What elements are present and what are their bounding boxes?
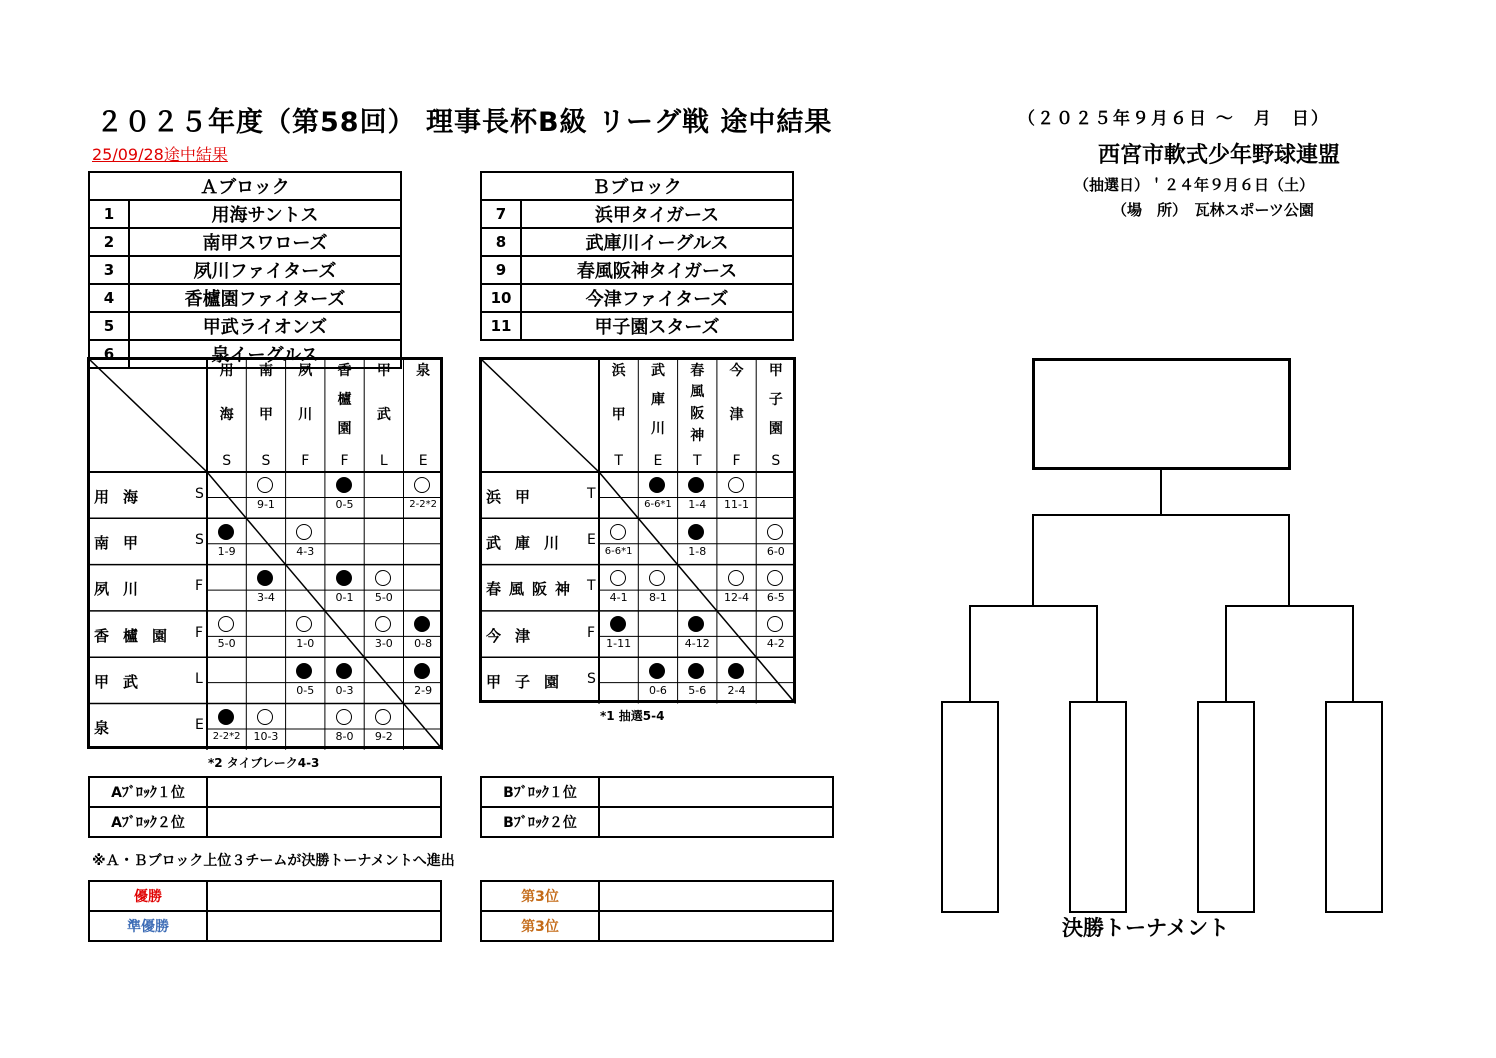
- loss-marker: [688, 663, 704, 679]
- match-score: 6-6*1: [604, 545, 633, 557]
- loss-marker: [218, 709, 234, 725]
- match-score: 2-2*2: [212, 730, 241, 742]
- bracket-line: [1160, 470, 1162, 515]
- win-marker: [767, 524, 783, 540]
- page-title: ２０２５年度（第58回） 理事長杯B級 リーグ戦 途中結果: [96, 107, 833, 138]
- column-header-char: 風: [690, 384, 705, 400]
- team-number: 10: [481, 284, 521, 312]
- block-a-rank2-value: [207, 807, 441, 837]
- row-team-code: S: [195, 532, 204, 549]
- row-team-label: 春風阪神: [486, 580, 579, 599]
- loss-marker: [257, 570, 273, 586]
- champion-box: [1032, 358, 1291, 470]
- column-header-char: 浜: [611, 363, 626, 379]
- runner-up-label: 準優勝: [89, 911, 207, 941]
- match-score: 4-2: [766, 637, 785, 651]
- column-header-char: 武: [376, 407, 391, 423]
- match-score: 9-1: [256, 498, 275, 512]
- column-header-code: T: [614, 453, 623, 469]
- block-a-title: Ａブロック: [89, 172, 401, 200]
- block-b-rank1-value: [599, 777, 833, 807]
- column-header-char: 夙: [298, 363, 313, 379]
- match-score: 0-6: [648, 683, 667, 697]
- bracket-line: [1225, 605, 1353, 607]
- bracket-line: [1032, 514, 1290, 516]
- column-header-code: E: [653, 453, 663, 469]
- draw-date: （抽選日）＇２４年９月６日（土）: [1074, 176, 1315, 194]
- block-a-footnote: *2 タイブレーク4-3: [208, 756, 320, 770]
- row-team-code: E: [587, 532, 596, 549]
- match-score: 0-5: [296, 683, 315, 697]
- column-header-code: F: [301, 453, 310, 469]
- column-header-char: 甲: [376, 363, 391, 379]
- bracket-slot: [941, 701, 999, 913]
- win-marker: [649, 570, 665, 586]
- final-results-right: [480, 880, 834, 942]
- bracket-slot: [1325, 701, 1383, 913]
- match-score: 4-1: [609, 591, 628, 605]
- team-number: 2: [89, 228, 129, 256]
- column-header-char: 海: [219, 407, 234, 423]
- team-number: 1: [89, 200, 129, 228]
- match-score: 5-6: [688, 683, 707, 697]
- match-score: 3-4: [256, 591, 275, 605]
- match-score: 3-0: [374, 637, 393, 651]
- team-number: 3: [89, 256, 129, 284]
- column-header-char: 春: [690, 363, 705, 379]
- match-score: 6-6*1: [644, 499, 672, 511]
- row-team-label: 今津: [486, 626, 545, 645]
- block-a-team-list: [88, 171, 402, 369]
- team-number: 11: [481, 312, 521, 340]
- bracket-line: [1032, 514, 1034, 606]
- column-header-code: F: [340, 453, 349, 469]
- venue: （場 所） 瓦林スポーツ公園: [1112, 201, 1314, 219]
- match-score: 11-1: [724, 498, 750, 512]
- loss-marker: [296, 663, 312, 679]
- block-a-rank2-label: Aﾌﾞﾛｯｸ２位: [89, 807, 207, 837]
- column-header-char: 用: [219, 363, 234, 379]
- loss-marker: [728, 663, 744, 679]
- win-marker: [375, 570, 391, 586]
- team-number: 9: [481, 256, 521, 284]
- loss-marker: [610, 616, 626, 632]
- match-score: 8-0: [335, 729, 354, 743]
- column-header-code: F: [732, 453, 741, 469]
- win-marker: [610, 570, 626, 586]
- team-name: 甲子園スターズ: [521, 312, 793, 340]
- match-score: 1-4: [688, 498, 707, 512]
- loss-marker: [336, 477, 352, 493]
- bracket-line: [1225, 605, 1227, 702]
- team-number: 7: [481, 200, 521, 228]
- match-score: 1-9: [217, 544, 236, 558]
- block-a-ranking: [88, 776, 442, 838]
- loss-marker: [218, 524, 234, 540]
- win-marker: [257, 709, 273, 725]
- loss-marker: [649, 663, 665, 679]
- match-score: 8-1: [648, 591, 667, 605]
- bracket-line: [1288, 514, 1290, 606]
- row-team-code: L: [195, 671, 203, 688]
- third-place-value: [599, 911, 833, 941]
- column-header-char: 南: [258, 363, 273, 379]
- column-header-code: S: [222, 453, 232, 469]
- row-team-code: S: [587, 671, 596, 688]
- match-score: 2-4: [727, 683, 746, 697]
- row-team-code: F: [587, 624, 596, 641]
- final-results-left: [88, 880, 442, 942]
- match-score: 0-5: [335, 498, 354, 512]
- block-a-rank1-value: [207, 777, 441, 807]
- row-team-code: F: [195, 624, 204, 641]
- bracket-line: [1352, 605, 1354, 702]
- row-team-label: 甲武: [94, 673, 153, 692]
- win-marker: [610, 524, 626, 540]
- row-team-label: 用海: [94, 487, 153, 506]
- third-place-value: [599, 881, 833, 911]
- win-marker: [296, 524, 312, 540]
- win-marker: [728, 477, 744, 493]
- row-team-label: 泉: [94, 719, 124, 738]
- row-team-code: E: [195, 717, 204, 734]
- column-header-code: T: [692, 453, 702, 469]
- match-score: 1-11: [606, 637, 632, 651]
- loss-marker: [414, 663, 430, 679]
- column-header-char: 甲: [611, 407, 626, 423]
- match-score: 6-5: [766, 591, 785, 605]
- column-header-char: 今: [729, 363, 744, 379]
- loss-marker: [336, 663, 352, 679]
- match-score: 5-0: [217, 637, 236, 651]
- bracket-line: [1096, 605, 1098, 702]
- row-team-code: S: [195, 485, 204, 502]
- column-header-char: 阪: [690, 406, 705, 422]
- match-score: 9-2: [374, 729, 393, 743]
- column-header-char: 神: [690, 428, 705, 444]
- block-b-rank2-value: [599, 807, 833, 837]
- header-diagonal: [482, 360, 599, 472]
- runner-up-value: [207, 911, 441, 941]
- win-marker: [218, 616, 234, 632]
- loss-marker: [336, 570, 352, 586]
- match-score: 6-0: [766, 544, 785, 558]
- block-b-footnote: *1 抽選5-4: [600, 709, 665, 723]
- team-name: 泉イーグルス: [129, 340, 401, 368]
- column-header-code: S: [261, 453, 271, 469]
- match-score: 10-3: [253, 729, 279, 743]
- column-header-code: E: [418, 453, 428, 469]
- win-marker: [375, 709, 391, 725]
- column-header-char: 庫: [650, 392, 665, 408]
- match-score: 4-12: [684, 637, 710, 651]
- row-team-label: 浜甲: [486, 487, 545, 506]
- row-team-code: T: [587, 578, 596, 595]
- match-score: 2-2*2: [409, 499, 437, 511]
- block-b-title: Ｂブロック: [481, 172, 793, 200]
- row-team-label: 武庫川: [486, 534, 574, 553]
- team-name: 夙川ファイターズ: [129, 256, 401, 284]
- match-score: 0-8: [414, 637, 433, 651]
- team-name: 今津ファイターズ: [521, 284, 793, 312]
- third-place-label: 第3位: [481, 881, 599, 911]
- win-marker: [728, 570, 744, 586]
- team-name: 浜甲タイガース: [521, 200, 793, 228]
- row-team-label: 甲子園: [486, 673, 574, 692]
- win-marker: [767, 570, 783, 586]
- match-score: 0-1: [335, 591, 354, 605]
- match-score: 2-9: [414, 683, 433, 697]
- column-header-code: S: [771, 453, 781, 469]
- match-score: 12-4: [724, 591, 750, 605]
- winner-value: [207, 881, 441, 911]
- match-score: 5-0: [374, 591, 393, 605]
- team-number: 8: [481, 228, 521, 256]
- column-header-char: 武: [650, 363, 665, 379]
- date-range: （２０２５年９月６日 ～ 月 日）: [1018, 109, 1330, 129]
- advance-note: ※Ａ・Ｂブロック上位３チームが決勝トーナメントへ進出: [92, 853, 455, 869]
- block-b-team-list: [480, 171, 794, 341]
- header-diagonal: [90, 360, 207, 472]
- update-label: 25/09/28途中結果: [92, 145, 228, 164]
- team-name: 春風阪神タイガース: [521, 256, 793, 284]
- column-header-char: 甲: [258, 407, 273, 423]
- column-header-char: 子: [768, 392, 783, 408]
- block-b-rank1-label: Bﾌﾞﾛｯｸ１位: [481, 777, 599, 807]
- match-score: 0-3: [335, 683, 354, 697]
- column-header-char: 園: [337, 421, 352, 437]
- block-a-rank1-label: Aﾌﾞﾛｯｸ１位: [89, 777, 207, 807]
- team-name: 南甲スワローズ: [129, 228, 401, 256]
- tournament-title: 決勝トーナメント: [1062, 916, 1230, 940]
- block-b-rank2-label: Bﾌﾞﾛｯｸ２位: [481, 807, 599, 837]
- win-marker: [336, 709, 352, 725]
- column-header-char: 園: [768, 421, 783, 437]
- block-b-ranking: [480, 776, 834, 838]
- team-number: 4: [89, 284, 129, 312]
- row-team-label: 香櫨園: [94, 626, 182, 645]
- column-header-code: L: [379, 453, 388, 469]
- team-name: 甲武ライオンズ: [129, 312, 401, 340]
- organization-name: 西宮市軟式少年野球連盟: [1098, 143, 1341, 168]
- bracket-line: [969, 605, 1097, 607]
- column-header-char: 甲: [768, 363, 783, 379]
- block-a-league-matrix: [87, 357, 443, 749]
- row-team-label: 南甲: [94, 534, 153, 553]
- column-header-char: 香: [337, 363, 352, 379]
- third-place-label: 第3位: [481, 911, 599, 941]
- match-score: 4-3: [296, 544, 315, 558]
- team-number: 5: [89, 312, 129, 340]
- match-score: 1-0: [296, 637, 315, 651]
- block-b-league-matrix: [479, 357, 796, 703]
- team-number: 6: [89, 340, 129, 368]
- column-header-char: 櫨: [337, 392, 352, 408]
- column-header-char: 川: [298, 407, 313, 423]
- bracket-slot: [1069, 701, 1127, 913]
- loss-marker: [688, 524, 704, 540]
- match-score: 1-8: [688, 544, 707, 558]
- column-header-char: 津: [729, 407, 744, 423]
- column-header-char: 川: [650, 421, 665, 437]
- row-team-label: 夙川: [94, 580, 153, 599]
- column-header-char: 泉: [416, 363, 431, 379]
- row-team-code: F: [195, 578, 204, 595]
- winner-label: 優勝: [89, 881, 207, 911]
- bracket-line: [969, 605, 971, 702]
- row-team-code: T: [587, 485, 596, 502]
- team-name: 武庫川イーグルス: [521, 228, 793, 256]
- team-name: 香櫨園ファイターズ: [129, 284, 401, 312]
- bracket-slot: [1197, 701, 1255, 913]
- team-name: 用海サントス: [129, 200, 401, 228]
